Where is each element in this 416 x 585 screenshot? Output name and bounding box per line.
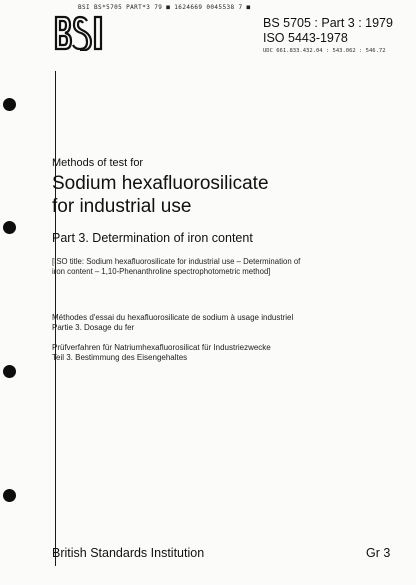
german-title-line-2: Teil 3. Bestimmung des Eisengehaltes <box>52 353 188 362</box>
institution-name: British Standards Institution <box>52 546 205 560</box>
bsi-logo-graphic <box>54 15 104 51</box>
iso-standard-number: ISO 5443-1978 <box>263 31 348 45</box>
punch-hole <box>3 221 16 234</box>
punch-hole <box>3 365 16 378</box>
french-title-line-2: Partie 3. Dosage du fer <box>52 323 135 332</box>
bs-standard-number: BS 5705 : Part 3 : 1979 <box>263 16 393 30</box>
german-title-line-1: Prüfverfahren für Natriumhexafluorosilicat für Industriezwecke <box>52 343 271 352</box>
iso-title-line-1: [ISO title: Sodium hexafluorosilicate for industrial use – Determination of <box>52 257 301 266</box>
french-title-block <box>52 313 392 333</box>
header-strip: BSI BS*5705 PART*3 79 ■ 1624669 0045538 7 ■ <box>78 4 251 11</box>
punch-hole <box>3 489 16 502</box>
document-title-line-2: for industrial use <box>52 196 192 217</box>
punch-hole <box>3 98 16 111</box>
document-title-line-1: Sodium hexafluorosilicate <box>52 173 269 194</box>
bsi-logo <box>54 15 104 51</box>
part-title: Part 3. Determination of iron content <box>52 231 253 245</box>
french-title-line-1: Méthodes d'essai du hexafluorosilicate de sodium à usage industriel <box>52 313 294 322</box>
iso-title-block <box>52 257 392 277</box>
german-title-block <box>52 343 392 363</box>
price-grade: Gr 3 <box>366 546 391 560</box>
iso-title-line-2: iron content – 1,10-Phenanthroline spectrophotometric method] <box>52 267 271 276</box>
title-kicker: Methods of test for <box>52 157 144 169</box>
udc-classification: UDC 661.833.432.04 : 543.062 : 546.72 <box>263 48 386 54</box>
